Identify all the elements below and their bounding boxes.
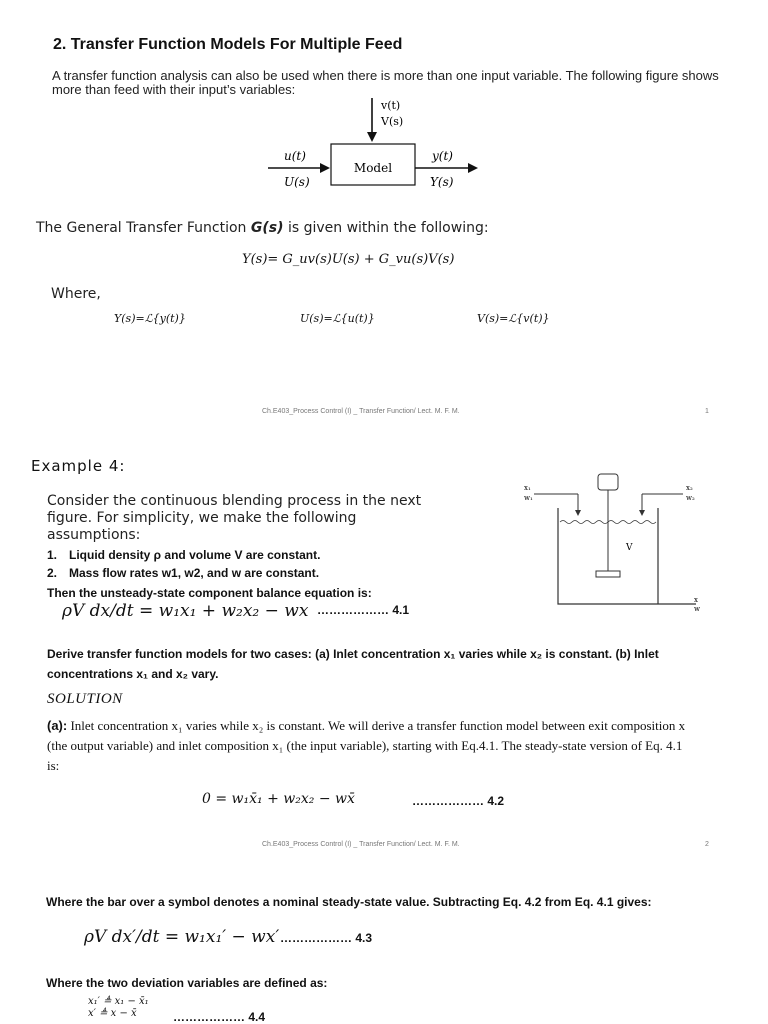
- balance-intro: Then the unsteady-state component balance equation is:: [47, 586, 372, 600]
- tank-w-out-label: w: [694, 605, 700, 613]
- mixer-impeller: [596, 571, 620, 577]
- example-intro: Consider the continuous blending process in the next figure. For simplicity, we make the following assumptions:: [47, 493, 422, 543]
- derive-instruction: Derive transfer function models for two cases: (a) Inlet concentration x₁ varies while x₂ is constant. (b) Inlet concentrations x₁ and x₂ vary.: [47, 647, 659, 681]
- tank-x-out-label: x: [694, 596, 698, 604]
- intro-paragraph: A transfer function analysis can also be used when there is more than one input variable. The following figure shows more than feed with their input’s variables:: [52, 68, 719, 97]
- equation-4-2-number: ……………… 4.2: [412, 794, 505, 808]
- deviation-definitions: [88, 996, 149, 1020]
- solution-heading: SOLUTION: [47, 691, 123, 707]
- assumptions-list: [47, 546, 320, 582]
- output-arrowhead: [468, 163, 478, 173]
- tank-w1-label: w₁: [524, 494, 533, 502]
- main-equation: Y(s)= G_uv(s)U(s) + G_vu(s)V(s): [242, 252, 455, 267]
- page2-number: 2: [705, 841, 709, 848]
- assumption-text-1: Liquid density ρ and volume V are constant.: [69, 548, 321, 562]
- page1-number: 1: [705, 408, 709, 415]
- top-input-s-label: V(s): [381, 115, 404, 128]
- page1-footer: Ch.E403_Process Control (I) _ Transfer Function/ Lect. M. F. M.: [262, 408, 460, 415]
- block-diagram: [262, 96, 487, 200]
- left-input-time-label: u(t): [284, 149, 306, 163]
- assumption-item-1: 1. Liquid density ρ and volume V are constant.: [47, 548, 321, 562]
- general-tf-symbol: G(s): [250, 220, 284, 236]
- part-a-paragraph: [47, 716, 697, 776]
- deviation-x1: x₁′ ≜ x₁ − x̄₁: [88, 996, 149, 1007]
- equation-4-3: ρV dx′/dt = w₁x₁′ − wx′: [84, 927, 280, 947]
- definition-y: Y(s)=ℒ{y(t)}: [114, 312, 186, 325]
- equation-4-2: 0 = w₁x̄₁ + w₂x₂ − wx̄: [202, 791, 355, 807]
- steady-state-note: Where the bar over a symbol denotes a nominal steady-state value. Subtracting Eq. 4.2 from Eq. 4.1 gives:: [46, 895, 652, 909]
- part-a-text: Inlet concentration x₁ varies while x₂ is constant. We will derive a transfer function model between exit composition x (the output variable) and inlet composition x₁ (the input variable), starting with Eq.4.1. The steady-state version of Eq. 4.1 is:: [47, 718, 686, 773]
- left-input-s-label: U(s): [284, 175, 310, 189]
- tank-w2-label: w₂: [686, 494, 695, 502]
- top-input-time-label: v(t): [381, 99, 401, 112]
- left-input-arrowhead: [320, 163, 330, 173]
- blending-tank-diagram: [518, 470, 708, 615]
- page2-footer: Ch.E403_Process Control (I) _ Transfer Function/ Lect. M. F. M.: [262, 841, 460, 848]
- output-time-label: y(t): [432, 149, 453, 163]
- output-s-label: Y(s): [430, 175, 454, 189]
- definition-v: V(s)=ℒ{v(t)}: [477, 312, 550, 325]
- part-a-label: (a):: [47, 718, 68, 733]
- general-tf-rest: is given within the following:: [287, 220, 489, 236]
- general-tf-text: The General Transfer Function: [36, 220, 247, 236]
- section-title: 2. Transfer Function Models For Multiple Feed: [53, 36, 403, 53]
- equation-4-1-number: ……………… 4.1: [317, 603, 410, 617]
- where-label: Where,: [51, 286, 101, 302]
- deviation-intro: Where the two deviation variables are defined as:: [46, 976, 328, 990]
- general-tf-sentence: [36, 220, 489, 236]
- definition-u: U(s)=ℒ{u(t)}: [300, 312, 375, 325]
- mixer-motor: [598, 474, 618, 490]
- example-heading: Example 4:: [31, 457, 126, 475]
- equation-4-3-number: ……………… 4.3: [280, 931, 373, 945]
- tank-x1-label: x₁: [524, 484, 531, 492]
- equation-4-4-number: ……………… 4.4: [173, 1010, 266, 1024]
- tank-volume-label: V: [626, 543, 633, 553]
- model-label: Model: [353, 161, 393, 175]
- assumption-text-2: Mass flow rates w1, w2, and w are constant.: [69, 566, 320, 580]
- equation-4-1: ρV dx/dt = w₁x₁ + w₂x₂ − wx: [62, 601, 309, 621]
- tank-x2-label: x₂: [686, 484, 693, 492]
- top-input-arrowhead: [367, 132, 377, 142]
- assumption-item-2: 2. Mass flow rates w1, w2, and w are constant.: [47, 566, 320, 580]
- deviation-x: x′ ≜ x − x̄: [88, 1008, 137, 1019]
